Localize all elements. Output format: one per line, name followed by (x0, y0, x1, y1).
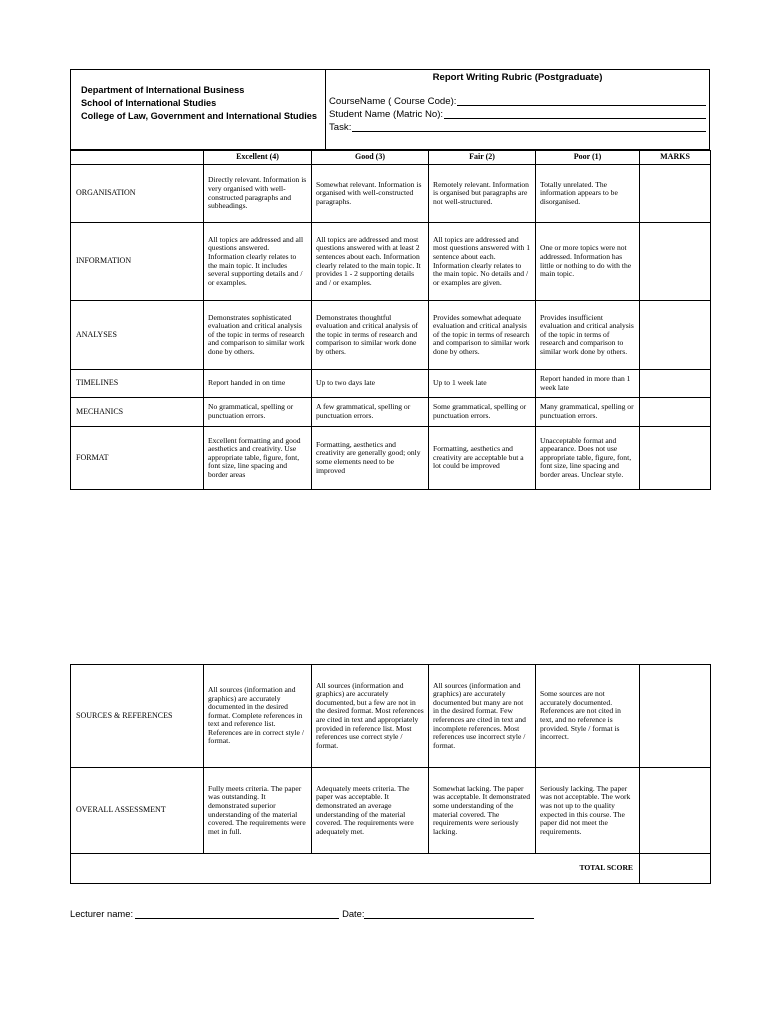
poor-cell: Report handed in more than 1 week late (536, 370, 640, 398)
marks-cell[interactable] (640, 301, 711, 370)
criterion-cell: TIMELINES (71, 370, 204, 398)
fair-cell: Somewhat lacking. The paper was acceptable. It demonstrated some understanding of the material covered. The requirements were seriously lacking. (429, 768, 536, 854)
good-cell: Formatting, aesthetics and creativity are generally good; only some elements need to be improved (312, 427, 429, 490)
good-cell: Somewhat relevant. Information is organised with well-constructed paragraphs. (312, 165, 429, 223)
department-block (81, 84, 321, 123)
date-label: Date: (342, 908, 365, 919)
table-row (71, 768, 711, 854)
criterion-cell: FORMAT (71, 427, 204, 490)
good-cell: Demonstrates thoughtful evaluation and critical analysis of the topic in terms of research and comparison to similar work done by others. (312, 301, 429, 370)
fair-cell: All sources (information and graphics) are accurately documented but many are not in the desired format. Few references are cited in text and incomplete references. Most references use incorrect style / format. (429, 665, 536, 768)
rubric-title: Report Writing Rubric (Postgraduate) (432, 72, 603, 83)
marks-cell[interactable] (640, 768, 711, 854)
student-field[interactable] (329, 109, 706, 121)
table-row (71, 223, 711, 301)
poor-cell: Many grammatical, spelling or punctuation errors. (536, 398, 640, 427)
poor-cell: One or more topics were not addressed. Information has little or nothing to do with the main topic. (536, 223, 640, 301)
criterion-cell: ORGANISATION (71, 165, 204, 223)
course-label: CourseName ( Course Code): (329, 96, 457, 107)
header-criterion (71, 151, 204, 165)
table-row (71, 427, 711, 490)
marks-cell[interactable] (640, 398, 711, 427)
excellent-cell: Fully meets criteria. The paper was outstanding. It demonstrated superior understanding of the material covered. The requirements were met in full. (204, 768, 312, 854)
criterion-cell: SOURCES & REFERENCES (71, 665, 204, 768)
poor-cell: Some sources are not accurately documented. References are not cited in text, and no reference is provided. Style / format is incorrect. (536, 665, 640, 768)
fair-cell: Formatting, aesthetics and creativity are acceptable but a lot could be improved (429, 427, 536, 490)
excellent-cell: All topics are addressed and all questions answered. Information clearly relates to the main topic. It includes several supporting details and / or examples. (204, 223, 312, 301)
student-blank[interactable] (444, 118, 706, 119)
excellent-cell: No grammatical, spelling or punctuation errors. (204, 398, 312, 427)
fair-cell: Remotely relevant. Information is organised but paragraphs are not well-structured. (429, 165, 536, 223)
marks-cell[interactable] (640, 665, 711, 768)
header-excellent: Excellent (4) (204, 151, 312, 165)
task-field[interactable] (329, 122, 706, 134)
department-name: Department of International Business (81, 85, 245, 95)
criterion-cell: MECHANICS (71, 398, 204, 427)
header-good: Good (3) (312, 151, 429, 165)
good-cell: All sources (information and graphics) are accurately documented, but a few are not in the desired format. Most references are cited in text and appropriately provided in reference list. Most references use correct style / format. (312, 665, 429, 768)
poor-cell: Totally unrelated. The information appears to be disorganised. (536, 165, 640, 223)
fair-cell: Up to 1 week late (429, 370, 536, 398)
poor-cell: Unacceptable format and appearance. Does not use appropriate table, figure, font, font size, line spacing and border areas. Unclear style. (536, 427, 640, 490)
criterion-cell: OVERALL ASSESSMENT (71, 768, 204, 854)
table-row (71, 165, 711, 223)
header-poor: Poor (1) (536, 151, 640, 165)
student-label: Student Name (Matric No): (329, 109, 444, 120)
total-row (71, 854, 711, 884)
college-name: College of Law, Government and International Studies (81, 111, 318, 121)
fair-cell: Some grammatical, spelling or punctuation errors. (429, 398, 536, 427)
school-name: School of International Studies (81, 98, 217, 108)
total-score-cell[interactable] (640, 854, 711, 884)
excellent-cell: Demonstrates sophisticated evaluation and critical analysis of the topic in terms of research and comparison to similar work done by others. (204, 301, 312, 370)
good-cell: Adequately meets criteria. The paper was acceptable. It demonstrated an average understanding of the material covered. The requirements were adequately met. (312, 768, 429, 854)
table-row (71, 301, 711, 370)
marks-cell[interactable] (640, 370, 711, 398)
marks-cell[interactable] (640, 223, 711, 301)
table-row (71, 370, 711, 398)
header-fair: Fair (2) (429, 151, 536, 165)
excellent-cell: All sources (information and graphics) are accurately documented in the desired format. Complete references in text and reference list. References are in correct style / format. (204, 665, 312, 768)
excellent-cell: Directly relevant. Information is very organised with well-constructed paragraphs and subheadings. (204, 165, 312, 223)
excellent-cell: Report handed in on time (204, 370, 312, 398)
course-blank[interactable] (457, 105, 706, 106)
lecturer-label: Lecturer name: (70, 908, 134, 919)
fair-cell: Provides somewhat adequate evaluation and critical analysis of the topic in terms of research and comparison to similar work done by others. (429, 301, 536, 370)
rubric-table-top (70, 150, 711, 490)
document-header (70, 69, 710, 150)
table-row (71, 665, 711, 768)
task-label: Task: (329, 122, 352, 133)
header-marks: MARKS (640, 151, 711, 165)
poor-cell: Seriously lacking. The paper was not acceptable. The work was not up to the quality expected in this course. The paper did not meet the requirements. (536, 768, 640, 854)
lecturer-blank[interactable] (135, 909, 339, 919)
criterion-cell: ANALYSES (71, 301, 204, 370)
task-blank[interactable] (352, 131, 706, 132)
course-field[interactable] (329, 96, 706, 108)
table-header-row (71, 151, 711, 165)
lecturer-footer (70, 907, 534, 919)
excellent-cell: Excellent formatting and good aesthetics and creativity. Use appropriate table, figure, font, font size, line spacing and border areas (204, 427, 312, 490)
marks-cell[interactable] (640, 165, 711, 223)
good-cell: A few grammatical, spelling or punctuation errors. (312, 398, 429, 427)
table-row (71, 398, 711, 427)
criterion-cell: INFORMATION (71, 223, 204, 301)
good-cell: Up to two days late (312, 370, 429, 398)
fair-cell: All topics are addressed and most questions answered with 1 sentence about each. Information clearly relates to the main topic. No details and / or examples are given. (429, 223, 536, 301)
total-score-label: TOTAL SCORE (71, 854, 640, 884)
date-blank[interactable] (364, 909, 534, 919)
poor-cell: Provides insufficient evaluation and critical analysis of the topic in terms of research and comparison to similar work done by others. (536, 301, 640, 370)
rubric-table-bottom (70, 664, 711, 884)
marks-cell[interactable] (640, 427, 711, 490)
good-cell: All topics are addressed and most questions answered with at least 2 sentences about each. Information clearly related to the main topic. It provides 1 - 2 supporting details and / or examples. (312, 223, 429, 301)
